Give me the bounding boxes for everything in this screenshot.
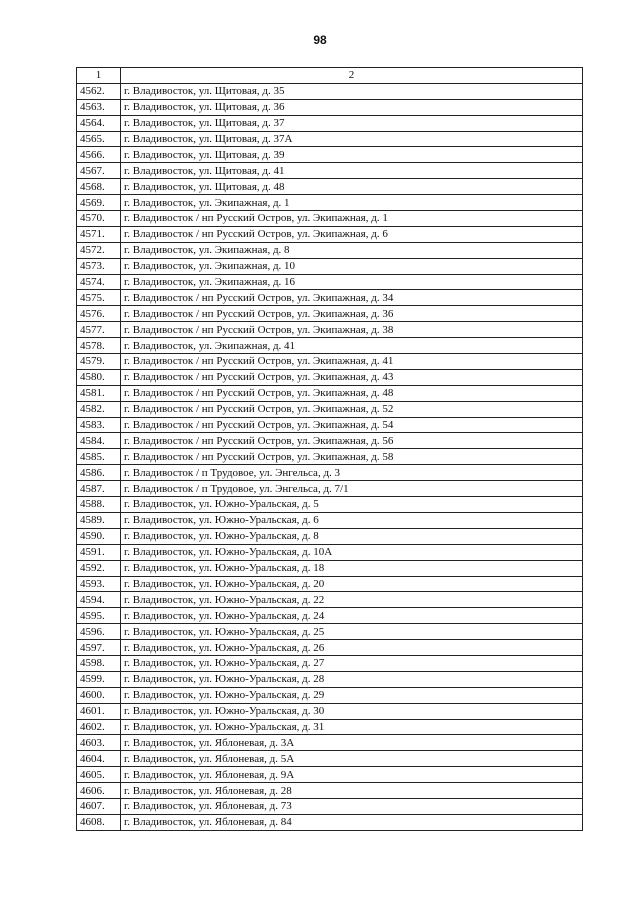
table-row — [77, 576, 583, 592]
table-row — [77, 735, 583, 751]
row-address: г. Владивосток, ул. Южно-Уральская, д. 27 — [121, 655, 583, 671]
row-number: 4574. — [77, 274, 121, 290]
row-address: г. Владивосток, ул. Щитовая, д. 37 — [121, 115, 583, 131]
table-row — [77, 290, 583, 306]
row-number: 4569. — [77, 195, 121, 211]
row-address: г. Владивосток, ул. Южно-Уральская, д. 20 — [121, 576, 583, 592]
row-address: г. Владивосток / нп Русский Остров, ул. Экипажная, д. 56 — [121, 433, 583, 449]
row-number: 4595. — [77, 608, 121, 624]
row-number: 4605. — [77, 767, 121, 783]
row-address: г. Владивосток, ул. Южно-Уральская, д. 8 — [121, 528, 583, 544]
address-table — [76, 67, 583, 831]
row-number: 4588. — [77, 497, 121, 513]
row-address: г. Владивосток, ул. Щитовая, д. 48 — [121, 179, 583, 195]
table-row — [77, 751, 583, 767]
table-row — [77, 497, 583, 513]
table-row — [77, 258, 583, 274]
table-body — [77, 83, 583, 830]
row-number: 4589. — [77, 512, 121, 528]
row-number: 4582. — [77, 401, 121, 417]
table-row — [77, 226, 583, 242]
row-number: 4565. — [77, 131, 121, 147]
table-row — [77, 99, 583, 115]
table-row — [77, 131, 583, 147]
row-address: г. Владивосток, ул. Щитовая, д. 36 — [121, 99, 583, 115]
table-row — [77, 242, 583, 258]
table-row — [77, 624, 583, 640]
page-number: 98 — [313, 33, 327, 47]
table-row — [77, 544, 583, 560]
table-row — [77, 322, 583, 338]
table-row — [77, 465, 583, 481]
table-row — [77, 560, 583, 576]
table-row — [77, 385, 583, 401]
row-address: г. Владивосток, ул. Щитовая, д. 39 — [121, 147, 583, 163]
column-header-number: 1 — [77, 68, 121, 84]
row-address: г. Владивосток, ул. Щитовая, д. 37А — [121, 131, 583, 147]
table-row — [77, 147, 583, 163]
row-address: г. Владивосток / нп Русский Остров, ул. Экипажная, д. 48 — [121, 385, 583, 401]
row-number: 4591. — [77, 544, 121, 560]
row-number: 4577. — [77, 322, 121, 338]
row-address: г. Владивосток, ул. Южно-Уральская, д. 28 — [121, 671, 583, 687]
row-address: г. Владивосток, ул. Яблоневая, д. 84 — [121, 814, 583, 830]
row-address: г. Владивосток, ул. Щитовая, д. 41 — [121, 163, 583, 179]
row-address: г. Владивосток, ул. Южно-Уральская, д. 26 — [121, 640, 583, 656]
row-address: г. Владивосток, ул. Южно-Уральская, д. 31 — [121, 719, 583, 735]
row-number: 4584. — [77, 433, 121, 449]
row-address: г. Владивосток, ул. Южно-Уральская, д. 30 — [121, 703, 583, 719]
row-number: 4594. — [77, 592, 121, 608]
row-address: г. Владивосток, ул. Яблоневая, д. 28 — [121, 783, 583, 799]
row-address: г. Владивосток / нп Русский Остров, ул. Экипажная, д. 52 — [121, 401, 583, 417]
row-number: 4580. — [77, 369, 121, 385]
row-number: 4568. — [77, 179, 121, 195]
row-number: 4575. — [77, 290, 121, 306]
table-row — [77, 417, 583, 433]
row-address: г. Владивосток, ул. Южно-Уральская, д. 6 — [121, 512, 583, 528]
row-address: г. Владивосток, ул. Южно-Уральская, д. 25 — [121, 624, 583, 640]
row-address: г. Владивосток, ул. Южно-Уральская, д. 24 — [121, 608, 583, 624]
table-row — [77, 671, 583, 687]
row-address: г. Владивосток, ул. Экипажная, д. 1 — [121, 195, 583, 211]
row-address: г. Владивосток, ул. Экипажная, д. 16 — [121, 274, 583, 290]
row-address: г. Владивосток / нп Русский Остров, ул. Экипажная, д. 43 — [121, 369, 583, 385]
row-number: 4603. — [77, 735, 121, 751]
table-row — [77, 608, 583, 624]
row-address: г. Владивосток, ул. Южно-Уральская, д. 18 — [121, 560, 583, 576]
table-row — [77, 512, 583, 528]
table-row — [77, 481, 583, 497]
row-address: г. Владивосток, ул. Яблоневая, д. 73 — [121, 798, 583, 814]
row-number: 4570. — [77, 211, 121, 227]
row-address: г. Владивосток / нп Русский Остров, ул. Экипажная, д. 34 — [121, 290, 583, 306]
row-number: 4581. — [77, 385, 121, 401]
row-address: г. Владивосток / нп Русский Остров, ул. Экипажная, д. 36 — [121, 306, 583, 322]
table-row — [77, 163, 583, 179]
table-row — [77, 640, 583, 656]
table-row — [77, 211, 583, 227]
row-number: 4563. — [77, 99, 121, 115]
table-row — [77, 369, 583, 385]
row-number: 4587. — [77, 481, 121, 497]
row-address: г. Владивосток, ул. Южно-Уральская, д. 29 — [121, 687, 583, 703]
row-address: г. Владивосток / нп Русский Остров, ул. Экипажная, д. 58 — [121, 449, 583, 465]
table-row — [77, 354, 583, 370]
table-row — [77, 528, 583, 544]
row-number: 4596. — [77, 624, 121, 640]
row-address: г. Владивосток / нп Русский Остров, ул. Экипажная, д. 1 — [121, 211, 583, 227]
row-address: г. Владивосток / п Трудовое, ул. Энгельса, д. 7/1 — [121, 481, 583, 497]
row-number: 4606. — [77, 783, 121, 799]
row-number: 4600. — [77, 687, 121, 703]
table-row — [77, 655, 583, 671]
row-number: 4601. — [77, 703, 121, 719]
row-address: г. Владивосток, ул. Яблоневая, д. 5А — [121, 751, 583, 767]
row-address: г. Владивосток, ул. Южно-Уральская, д. 5 — [121, 497, 583, 513]
row-number: 4585. — [77, 449, 121, 465]
table-row — [77, 592, 583, 608]
row-number: 4593. — [77, 576, 121, 592]
row-number: 4590. — [77, 528, 121, 544]
table-row — [77, 401, 583, 417]
row-address: г. Владивосток / нп Русский Остров, ул. Экипажная, д. 6 — [121, 226, 583, 242]
table-row — [77, 83, 583, 99]
row-number: 4562. — [77, 83, 121, 99]
row-number: 4578. — [77, 338, 121, 354]
row-address: г. Владивосток, ул. Яблоневая, д. 9А — [121, 767, 583, 783]
table-header-row — [77, 68, 583, 84]
table-row — [77, 767, 583, 783]
row-number: 4592. — [77, 560, 121, 576]
row-address: г. Владивосток / нп Русский Остров, ул. Экипажная, д. 41 — [121, 354, 583, 370]
row-number: 4608. — [77, 814, 121, 830]
table-row — [77, 703, 583, 719]
row-number: 4583. — [77, 417, 121, 433]
row-number: 4564. — [77, 115, 121, 131]
row-number: 4579. — [77, 354, 121, 370]
table-row — [77, 798, 583, 814]
row-address: г. Владивосток, ул. Яблоневая, д. 3А — [121, 735, 583, 751]
row-address: г. Владивосток, ул. Экипажная, д. 8 — [121, 242, 583, 258]
row-address: г. Владивосток, ул. Экипажная, д. 10 — [121, 258, 583, 274]
row-number: 4599. — [77, 671, 121, 687]
row-number: 4571. — [77, 226, 121, 242]
row-number: 4572. — [77, 242, 121, 258]
row-number: 4586. — [77, 465, 121, 481]
table-row — [77, 449, 583, 465]
row-address: г. Владивосток, ул. Щитовая, д. 35 — [121, 83, 583, 99]
row-number: 4573. — [77, 258, 121, 274]
row-number: 4576. — [77, 306, 121, 322]
row-number: 4604. — [77, 751, 121, 767]
table-row — [77, 687, 583, 703]
row-address: г. Владивосток / нп Русский Остров, ул. Экипажная, д. 54 — [121, 417, 583, 433]
row-address: г. Владивосток / п Трудовое, ул. Энгельса, д. 3 — [121, 465, 583, 481]
row-number: 4567. — [77, 163, 121, 179]
row-address: г. Владивосток, ул. Южно-Уральская, д. 10А — [121, 544, 583, 560]
table-row — [77, 433, 583, 449]
table-row — [77, 115, 583, 131]
row-address: г. Владивосток / нп Русский Остров, ул. Экипажная, д. 38 — [121, 322, 583, 338]
row-number: 4602. — [77, 719, 121, 735]
row-number: 4597. — [77, 640, 121, 656]
table-row — [77, 306, 583, 322]
row-address: г. Владивосток, ул. Южно-Уральская, д. 22 — [121, 592, 583, 608]
table-row — [77, 274, 583, 290]
row-number: 4598. — [77, 655, 121, 671]
row-address: г. Владивосток, ул. Экипажная, д. 41 — [121, 338, 583, 354]
table-row — [77, 719, 583, 735]
row-number: 4566. — [77, 147, 121, 163]
table-row — [77, 179, 583, 195]
table-row — [77, 338, 583, 354]
table-row — [77, 783, 583, 799]
table-row — [77, 814, 583, 830]
column-header-address: 2 — [121, 68, 583, 84]
table-row — [77, 195, 583, 211]
row-number: 4607. — [77, 798, 121, 814]
